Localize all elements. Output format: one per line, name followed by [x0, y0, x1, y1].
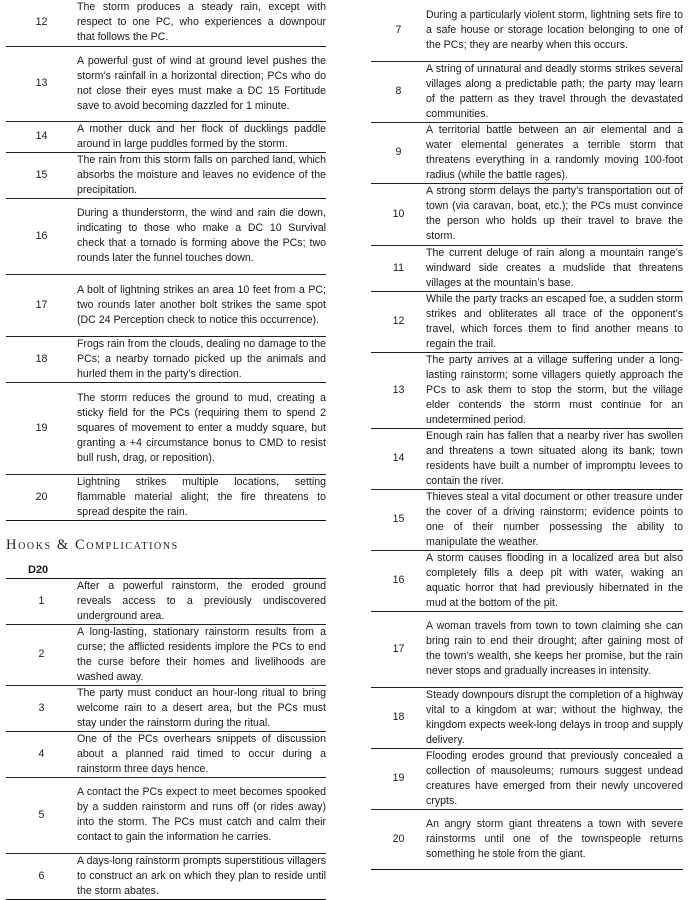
- table-row: [6, 198, 326, 274]
- entry-text: Steady downpours disrupt the completion of a highway vital to a kingdom at war; without the highway, the kingdom expects week-long delays in troop and supply delivery.: [426, 688, 683, 746]
- table-row: [371, 748, 683, 809]
- entry-text: The storm reduces the ground to mud, creating a sticky field for the PCs (requiring them to spend 2 squares of movement to enter a muddy square, but granting a +4 circumstance bonus to CMD to resist bull rush, drag, or reposition).: [77, 391, 326, 464]
- table-row: [371, 183, 683, 245]
- entry-text: An angry storm giant threatens a town with severe rainstorms until one of the townspeople returns something he stole from the giant.: [426, 817, 683, 860]
- roll-number: 18: [35, 352, 48, 365]
- table-row: [371, 687, 683, 748]
- roll-number: 17: [35, 298, 48, 311]
- table-row: [6, 731, 326, 777]
- table-row: [6, 624, 326, 685]
- roll-number: 16: [392, 574, 405, 586]
- table-row: [371, 489, 683, 550]
- roll-number: 10: [392, 207, 405, 220]
- table-row: [6, 382, 326, 474]
- roll-number: 20: [392, 832, 405, 845]
- roll-number: 7: [395, 23, 402, 36]
- right-column: [371, 0, 683, 870]
- table-row: [371, 352, 683, 428]
- table-row: [371, 122, 683, 183]
- table-row: [6, 46, 326, 121]
- entry-text: After a powerful rainstorm, the eroded ground reveals access to a previously undiscovered underground area.: [77, 579, 326, 622]
- roll-number: 4: [38, 747, 45, 760]
- entry-text: Enough rain has fallen that a nearby river has swollen and threatens a town situated along its bank; town residents have built a number of impromptu levees to contain the river.: [426, 429, 683, 487]
- roll-number: 13: [35, 77, 48, 89]
- roll-number: 18: [392, 711, 405, 723]
- left-column: [6, 0, 326, 900]
- table-row: [371, 0, 683, 61]
- roll-number: 19: [35, 421, 48, 434]
- table-row: [371, 809, 683, 869]
- entry-text: While the party tracks an escaped foe, a sudden storm strikes and obliterates all trace of the opponent’s travel, which forces them to find another means to regain the trail.: [426, 292, 683, 350]
- roll-number: 2: [38, 648, 45, 660]
- table-row: [371, 611, 683, 687]
- entry-text: The storm produces a steady rain, except with respect to one PC, who experiences a downpour that follows the PC.: [77, 1, 326, 44]
- entry-text: A powerful gust of wind at ground level pushes the storm’s rainfall in a horizontal direction; PCs who do not close their eyes must make a DC 15 Fortitude save to avoid becoming dazzled for 1 minute.: [77, 54, 326, 112]
- entry-text: Thieves steal a vital document or other treasure under the cover of a driving rainstorm; evidence points to one of their number possessing the ability to manipulate the weather.: [426, 490, 683, 548]
- entry-text: During a thunderstorm, the wind and rain die down, indicating to those who make a DC 10 Survival check that a tornado is forming above the PCs; two rounds later the funnel touches down.: [77, 207, 326, 264]
- entry-text: The current deluge of rain along a mountain range’s windward side creates a mudslide that threatens villages at the mountain’s base.: [426, 246, 683, 289]
- roll-number: 16: [35, 229, 48, 242]
- roll-number: 17: [392, 642, 405, 655]
- die-label: D20: [28, 563, 49, 576]
- roll-number: 3: [38, 701, 45, 714]
- table-row: [6, 121, 326, 152]
- events-table: [6, 0, 326, 521]
- roll-number: 19: [392, 772, 405, 784]
- entry-text: A territorial battle between an air elemental and a water elemental generates a terrible storm that threatens everything in a randomly moving 100-foot radius (while the battle rages).: [426, 123, 683, 181]
- entry-text: A bolt of lightning strikes an area 10 feet from a PC; two rounds later another bolt strikes the same spot (DC 24 Perception check to notice this occurrence).: [77, 283, 326, 326]
- entry-text: Lightning strikes multiple locations, setting flammable material alight; the fire threatens to spread despite the rain.: [77, 475, 326, 518]
- hooks-table-right: [371, 0, 683, 870]
- entry-text: During a particularly violent storm, lightning sets fire to a safe house or storage location belonging to one of the PCs; they are nearby when this occurs.: [426, 8, 683, 51]
- table-row: [6, 474, 326, 520]
- table-row: [6, 274, 326, 336]
- roll-number: 15: [35, 168, 48, 181]
- roll-number: 6: [38, 869, 45, 882]
- roll-number: 5: [38, 808, 45, 821]
- entry-text: A storm causes flooding in a localized area but also completely fills a deep pit with water, waking an aquatic horror that had previously hibernated in the mud at the bottom of the pit.: [426, 551, 683, 609]
- entry-text: A string of unnatural and deadly storms strikes several villages along a predictable path; the party may learn of the pattern as they travel through the devastated communities.: [426, 62, 683, 120]
- hooks-table-left: [6, 578, 326, 900]
- entry-text: The rain from this storm falls on parched land, which absorbs the moisture and leaves no evidence of the precipitation.: [77, 153, 326, 196]
- entry-text: A woman travels from town to town claiming she can bring rain to end their drought; after gaining most of the town’s wealth, she keeps her promise, but the rain never stops and gradually increases in intensity.: [426, 620, 683, 677]
- table-row: [371, 61, 683, 122]
- entry-text: A strong storm delays the party’s transportation out of town (via caravan, boat, etc.); the PCs must convince the person who holds up their travel to brave the storm.: [426, 185, 683, 242]
- entry-text: Frogs rain from the clouds, dealing no damage to the PCs; a nearby tornado picked up the animals and hurled them in the party’s direction.: [77, 337, 326, 380]
- roll-number: 13: [392, 383, 405, 396]
- table-row: [6, 336, 326, 382]
- roll-number: 11: [393, 261, 404, 274]
- table-row: [6, 853, 326, 899]
- roll-number: 12: [392, 315, 405, 327]
- entry-text: The party arrives at a village suffering under a long-lasting rainstorm; some villagers quietly approach the PCs to ask them to stop the storm, but the village elder contends the storm must continue for an undetermined period.: [426, 353, 683, 426]
- table-row: [6, 0, 326, 46]
- table-row: [371, 291, 683, 352]
- table-row: [6, 578, 326, 624]
- entry-text: A long-lasting, stationary rainstorm results from a curse; the afflicted residents implore the PCs to end the curse before their homes and livelihoods are washed away.: [77, 625, 326, 683]
- roll-number: 1: [38, 594, 45, 607]
- roll-number: 14: [35, 130, 48, 142]
- table-row: [6, 685, 326, 731]
- entry-text: A days-long rainstorm prompts superstitious villagers to construct an ark on which they plan to reside until the storm abates.: [77, 854, 326, 897]
- table-row: [371, 550, 683, 611]
- roll-number: 14: [392, 452, 405, 464]
- entry-text: One of the PCs overhears snippets of discussion about a planned raid timed to occur during a rainstorm three days hence.: [77, 732, 326, 775]
- roll-number: 20: [35, 490, 48, 503]
- roll-number: 15: [392, 513, 405, 525]
- entry-text: A contact the PCs expect to meet becomes spooked by a sudden rainstorm and runs off (or rides away) into the storm. The PCs must catch and calm their contact to gain the information he carries.: [77, 786, 326, 843]
- table-row: [371, 245, 683, 291]
- table-row: [6, 777, 326, 853]
- table-row: [6, 152, 326, 198]
- entry-text: Flooding erodes ground that previously concealed a collection of mausoleums; rumours suggest undead creatures have emerged from their newly uncovered crypts.: [426, 749, 683, 807]
- entry-text: The party must conduct an hour-long ritual to bring welcome rain to a desert area, but the PCs must stay under the rainstorm during the ritual.: [77, 686, 326, 729]
- section-title: Hooks & Complications: [6, 536, 179, 553]
- roll-number: 8: [395, 85, 402, 97]
- roll-number: 9: [395, 146, 402, 158]
- roll-number: 12: [35, 16, 48, 29]
- entry-text: A mother duck and her flock of ducklings paddle around in large puddles formed by the storm.: [77, 122, 326, 150]
- table-row: [371, 428, 683, 489]
